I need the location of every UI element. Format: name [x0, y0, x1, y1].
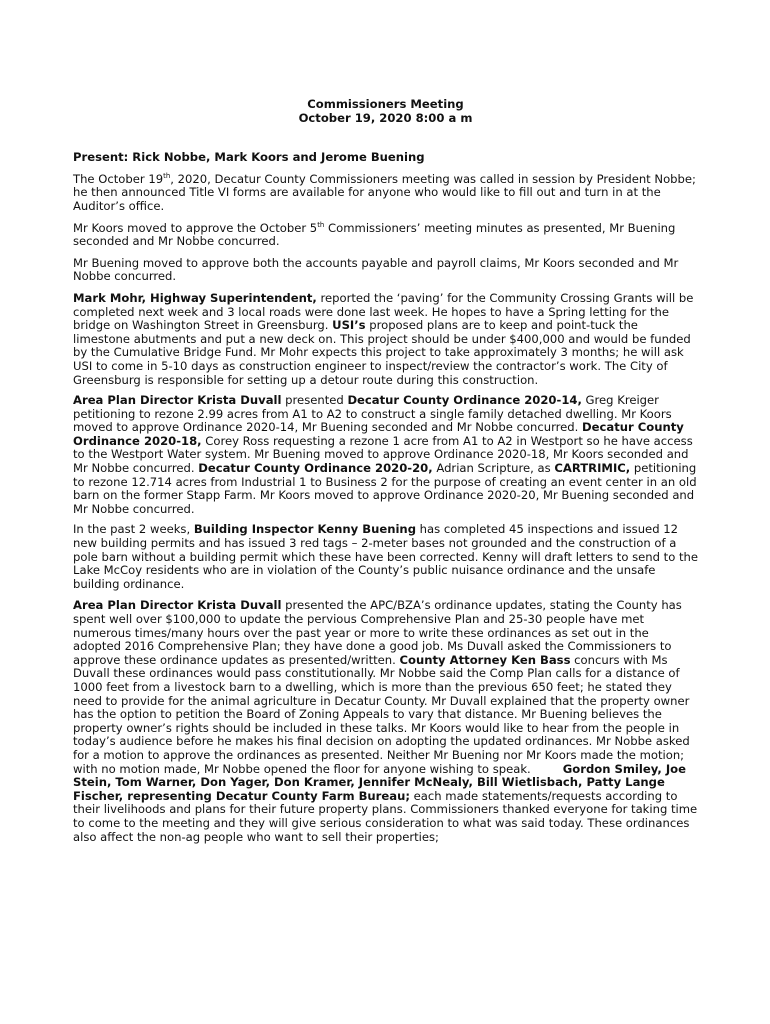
paragraph-rezoning-ordinances: Area Plan Director Krista Duvall presented Decatur County Ordinance 2020-14, Greg Kreiger petitioning to rezone 2.99 acres from A1 to A2 to construct a single family detached dwelling. Mr Koors moved to approve Ordinance 2020-14, Mr Buening seconded and Mr Nobbe concurred. Decatur County Ordinance 2020-18, Corey Ross requesting a rezone 1 acre from A1 to A2 in Westport so he have access to the Westport Water system. Mr Buening moved to approve Ordinance 2020-18, Mr Koors seconded and Mr Nobbe concurred. Decatur County Ordinance 2020-20, Adrian Scripture, as CARTRIMIC, petitioning to rezone 12.714 acres from Industrial 1 to Business 2 for the purpose of creating an event center in an old barn on the former Stapp Farm. Mr Koors moved to approve Ordinance 2020-20, Mr Buening seconded and Mr Nobbe concurred. [73, 393, 697, 516]
paragraph-ordinance-updates: Area Plan Director Krista Duvall presented the APC/BZA’s ordinance updates, stating the County has spent well over $100,000 to update the pervious Comprehensive Plan and 25-30 people have met numerous times/many hours over the past year or more to write these ordinances as set out in the adopted 2016 Comprehensive Plan; they have done a good job. Ms Duvall asked the Commissioners to approve these ordinance updates as presented/written. County Attorney Ken Bass concurs with Ms Duvall these ordinances would pass constitutionally. Mr Nobbe said the Comp Plan calls for a distance of 1000 feet from a livestock barn to a dwelling, which is more than the previous 650 feet; he stated they need to provide for the animal agriculture in Decatur County. Mr Duvall explained that the property owner has the option to petition the Board of Zoning Appeals to vary that distance. Mr Buening believes the property owner’s rights should be included in these talks. Mr Koors would like to hear from the people in today’s audience before he makes his final decision on adopting the updated ordinances. Mr Nobbe asked for a motion to approve the ordinances as presented. Neither Mr Buening nor Mr Koors made the motion; with no motion made, Mr Nobbe opened the floor for anyone wishing to speak. Gordon Smiley, Joe Stein, Tom Warner, Don Yager, Don Kramer, Jennifer McNealy, Bill Wietlisbach, Patty Lange Fischer, representing Decatur County Farm Bureau; each made statements/requests according to their livelihoods and plans for their future property plans. Commissioners thanked everyone for taking time to come to the meeting and they will give serious consideration to what was said today. These ordinances also affect the non-ag people who want to sell their properties; [73, 598, 698, 844]
paragraph-call-to-order: The October 19th, 2020, Decatur County Commissioners meeting was called in session by President Nobbe; he then announced Title VI forms are available for anyone who would like to fill out and turn in at the Auditor’s office. [73, 171, 696, 213]
paragraph-building-inspector: In the past 2 weeks, Building Inspector Kenny Buening has completed 45 inspections and issued 12 new building permits and has issued 3 red tags – 2-meter bases not grounded and the construction of a pole barn without a building permit which these have been corrected. Kenny will draft letters to send to the Lake McCoy residents who are in violation of the County’s public nuisance ordinance and the unsafe building ordinance. [73, 522, 699, 591]
attendees-line: Present: Rick Nobbe, Mark Koors and Jerome Buening [73, 150, 425, 165]
paragraph-claims-approval: Mr Buening moved to approve both the accounts payable and payroll claims, Mr Koors seconded and Mr Nobbe concurred. [73, 255, 679, 284]
document-page [73, 98, 698, 852]
paragraph-highway-report: Mark Mohr, Highway Superintendent, reported the ‘paving’ for the Community Crossing Grants will be completed next week and 3 local roads were done last week. He hopes to have a Spring letting for the bridge on Washington Street in Greensburg. USI’s proposed plans are to keep and point-tuck the limestone abutments and put a new deck on. This project should be under $400,000 and would be funded by the Cumulative Bridge Fund. Mr Mohr expects this project to take approximately 3 months; he will ask USI to come in 5-10 days as construction engineer to inspect/review the contractor’s work. The City of Greensburg is responsible for setting up a detour route during this construction. [73, 290, 694, 387]
meeting-date: October 19, 2020 8:00 a m [298, 110, 473, 125]
paragraph-minutes-approval: Mr Koors moved to approve the October 5th Commissioners’ meeting minutes as presented, Mr Buening seconded and Mr Nobbe concurred. [73, 220, 676, 249]
meeting-title: Commissioners Meeting [307, 97, 464, 111]
